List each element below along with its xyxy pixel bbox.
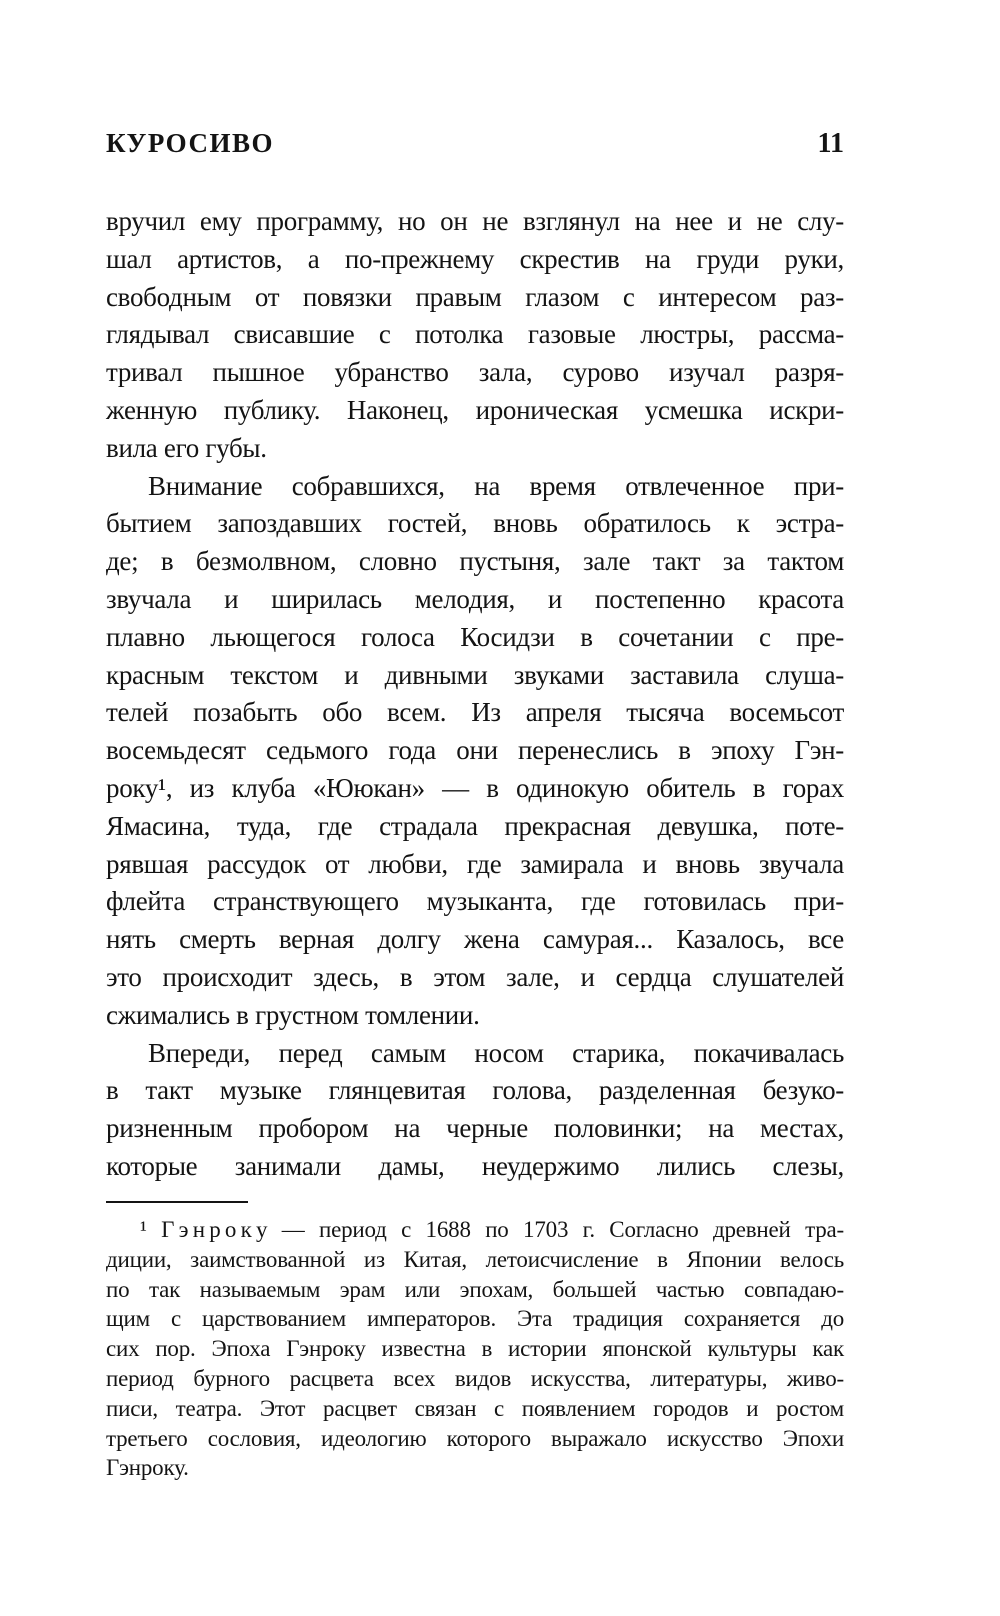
text-line: ризненным пробором на черные половинки; на местах, <box>106 1113 844 1144</box>
text-line: диции, заимствованной из Китая, летоисчисление в Японии велось <box>106 1246 844 1272</box>
text-line: которые занимали дамы, неудержимо лились слезы, <box>106 1150 844 1181</box>
body-text <box>106 203 844 1186</box>
text-line: рявшая рассудок от любви, где замирала и вновь звучала <box>106 848 844 879</box>
text-line: период бурного расцвета всех видов искусства, литературы, живо- <box>106 1365 844 1391</box>
footnote-separator <box>106 1201 248 1203</box>
text-line: восемьдесят седьмого года они перенеслись в эпоху Гэн- <box>106 735 844 766</box>
text-line: вила его губы. <box>106 432 267 463</box>
text-line: сжимались в грустном томлении. <box>106 999 480 1030</box>
text-line: нять смерть верная долгу жена самурая... Казалось, все <box>106 924 844 955</box>
text-line: телей позабыть обо всем. Из апреля тысяча восемьсот <box>106 697 844 728</box>
text-line: вручил ему программу, но он не взглянул на нее и не слу- <box>106 206 844 236</box>
text-line: звучала и ширилась мелодия, и постепенно красота <box>106 583 844 614</box>
paragraph <box>106 1035 844 1186</box>
footnote <box>106 1215 844 1483</box>
text-line: бытием запоздавших гостей, вновь обратилось к эстра- <box>106 508 844 539</box>
page-number: 11 <box>817 128 844 159</box>
running-header <box>106 130 844 158</box>
text-line: сих пор. Эпоха Гэнроку известна в истории японской культуры как <box>106 1336 844 1362</box>
text-line: року¹, из клуба «Ююкан» — в одинокую обитель в горах <box>106 772 844 803</box>
text-line: щим с царствованием императоров. Эта традиция сохраняется до <box>106 1306 844 1332</box>
paragraph <box>106 468 844 1035</box>
text-line: третьего сословия, идеологию которого выражало искусство Эпохи <box>106 1425 844 1451</box>
text-line: де; в безмолвном, словно пустыня, зале такт за тактом <box>106 546 844 577</box>
text-line: флейта странствующего музыканта, где готовилась при- <box>106 886 844 917</box>
text-line: Гэнроку. <box>106 1455 189 1481</box>
text-line: в такт музыке глянцевитая голова, разделенная безуко- <box>106 1075 844 1106</box>
text-line: по так называемым эрам или эпохам, большей частью совпадаю- <box>106 1276 844 1302</box>
text-line: это происходит здесь, в этом зале, и сердца слушателей <box>106 961 844 992</box>
paragraph <box>106 203 844 468</box>
text-line: плавно льющегося голоса Косидзи в сочетании с пре- <box>106 621 844 652</box>
text-line: Впереди, перед самым носом старика, покачивалась <box>148 1037 844 1068</box>
text-line: Ямасина, туда, где страдала прекрасная девушка, поте- <box>106 810 844 841</box>
text-line: женную публику. Наконец, ироническая усмешка искри- <box>106 394 844 425</box>
text-line: тривал пышное убранство зала, сурово изучал разря- <box>106 357 844 388</box>
text-line: свободным от повязки правым глазом с интересом раз- <box>106 281 844 312</box>
running-title: КУРОСИВО <box>106 128 275 158</box>
text-line: писи, театра. Этот расцвет связан с появлением городов и ростом <box>106 1395 844 1421</box>
text-line: ¹ Г э н р о к у — период с 1688 по 1703 г. Согласно древней тра- <box>140 1217 844 1242</box>
text-line: шал артистов, а по-прежнему скрестив на груди руки, <box>106 243 844 274</box>
text-line: Внимание собравшихся, на время отвлеченное при- <box>148 470 844 501</box>
text-line: красным текстом и дивными звуками заставила слуша- <box>106 659 844 690</box>
text-line: глядывал свисавшие с потолка газовые люстры, рассма- <box>106 319 844 350</box>
